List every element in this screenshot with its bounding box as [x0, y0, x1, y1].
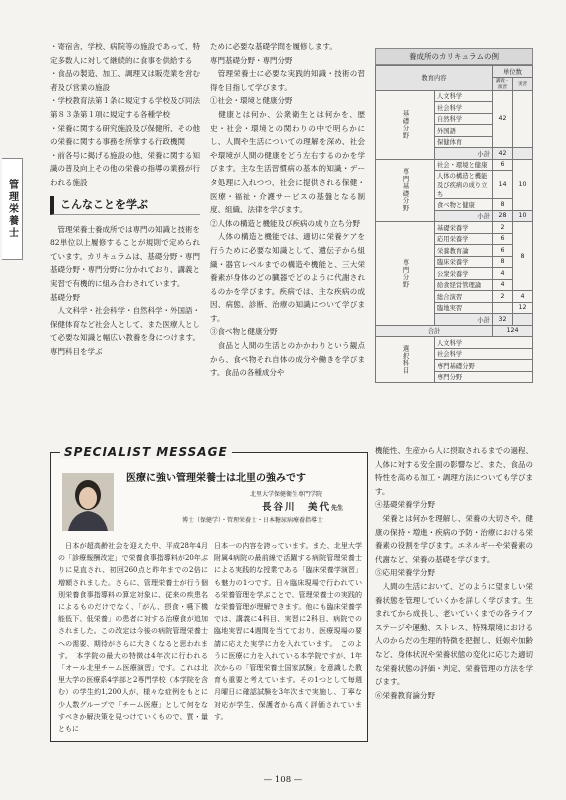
table-row: 栄養教育論	[435, 245, 493, 257]
table-row: 外国語	[435, 125, 493, 137]
cell-lecture: 42	[493, 90, 513, 148]
category-cell: 基礎分野	[376, 90, 435, 159]
subheading: ④基礎栄養学分野	[375, 500, 435, 510]
cell-practice	[513, 90, 533, 148]
subtotal-practice	[513, 314, 533, 326]
cell-lecture: 4	[493, 279, 513, 291]
subheading: ⑥栄養教育論分野	[375, 690, 435, 700]
table-row: 基礎栄養学	[435, 222, 493, 234]
header-practice: 実習	[513, 77, 533, 90]
paragraph: 健康とは何か、公衆衛生とは何かを、歴史・社会・環境との関わりの中で明らかにし、人間や生活についての理解を深め、社会や環境が人間の健康をどう左右するのかを学びます。主な生活習慣病の基本的知識・データ処理に入れつつ、社会に提供される保健・医療・福祉・介護サービスの基盤となる制度、組織、法律を学びます。	[210, 109, 365, 215]
cell-lecture: 14	[493, 171, 513, 199]
curriculum-table	[375, 65, 533, 383]
subtotal-label: 小計	[435, 148, 493, 160]
table-row: 給食経営管理論	[435, 279, 493, 291]
paragraph: ・学校教育法第１条に規定する学校及び同法第８３条第１項に規定する各種学校	[50, 96, 200, 119]
specialist-text-column-2: 日本一の内容を誇っています。また、北里大学附属4病院の最前線で活躍する病院管理栄養士による実践的な授業である「臨床栄養学演習」も魅力の1つです。日々臨床現場で行われている栄養管理を学ぶことで、管理栄養士の実践的な栄養管理が理解できます。他にも臨床栄養学では、講義に4科目、実習に2科目、病院での臨地実習に4週間を当てており、医療現場の要請に応えた実学に力を入れています。 このように医療に力を入れている本学院ですが、1年次からの「管理栄養士国家試験」を意識した教育も重要と考えています。その1つとして毎週月曜日に確認試験を3年次まで実施し、丁寧な対応が学生、保護者から高く評価されています。	[214, 542, 362, 721]
specialist-text-column-1: 日本が超高齢社会を迎えた中、平成28年4月の「診療報酬改定」で栄養食事指導料が20年ぶりに見直され、初回260点と昨年までの2倍に増額されました。さらに、管理栄養士が行う個別栄養食事指導料の算定対象に、従来の疾患名によるものだけでなく、「がん、摂食・嚥下機能低下、低栄養」の患者に対する治療食が追加されました。この改定は今後の病院管理栄養士への需要、期待がさらに大きくなると思われます。 本学院の最大の特徴は4年次に行われる「オール北里チーム医療演習」です。これは北里大学の医療系4学部と2専門学校（本学院を含む）の学生約1,200人が、様々な症例をもとに少人数グループで「チーム医療」として何をなすべきか解決策を見つけていくもので、質・量ともに	[58, 542, 208, 734]
paragraph: 管理栄養士養成所では専門の知識と技術を82単位以上履修することが規則で定められています。カリキュラムは、基礎分野・専門基礎分野・専門分野に分かれており、講義と実習で有機的に組み合わされています。	[50, 224, 200, 288]
paragraph: 食品と人間の生活とのかかわりという観点から、食べ物それ自体の成分や働きを学びます。食品の各種成分や	[210, 341, 365, 378]
subtotal-practice	[513, 148, 533, 160]
cell-lecture: 4	[493, 268, 513, 280]
subheading: 専門基礎分野・専門分野	[210, 55, 293, 65]
cell-practice: 8	[513, 222, 533, 291]
paragraph: 管理栄養士に必要な実践的知識・技術の習得を目指して学びます。	[210, 69, 365, 92]
table-row: 専門基礎分野	[435, 360, 533, 372]
curriculum-table-box	[375, 48, 533, 383]
table-row: 臨床栄養学	[435, 256, 493, 268]
header-units: 単位数	[493, 66, 533, 78]
cell-lecture: 6	[493, 233, 513, 245]
subtotal-label: 小計	[435, 314, 493, 326]
paragraph: ・栄養に関する研究施設及び保健所、その他の栄養に関する事務を所掌する行政機関	[50, 123, 200, 147]
subtotal-practice: 10	[513, 210, 533, 222]
subheading: ③食べ物と健康分野	[210, 327, 278, 337]
table-row: 社会科学	[435, 348, 533, 360]
cell-lecture: 6	[493, 159, 513, 171]
subheading: 基礎分野	[50, 292, 80, 302]
header-content: 教育内容	[376, 66, 493, 91]
paragraph: ・前各号に掲げる施設の他、栄養に関する知識の普及向上その他の栄養の指導の業務が行われる施設	[50, 150, 200, 187]
paragraph: ために必要な基礎学問を履修します。	[210, 42, 337, 51]
section-heading: こんなことを学ぶ	[50, 196, 200, 215]
table-row: 自然科学	[435, 113, 493, 125]
table-row: 保健体育	[435, 136, 493, 148]
specialist-name	[262, 499, 343, 513]
subtotal-lecture: 32	[493, 314, 513, 326]
total-label: 合計	[376, 325, 493, 337]
table-row: 応用栄養学	[435, 233, 493, 245]
subtotal-lecture: 42	[493, 148, 513, 160]
specialist-name-suffix: 先生	[331, 505, 344, 512]
table-row: 公衆栄養学	[435, 268, 493, 280]
page-number: — 108 —	[263, 775, 303, 785]
table-row: 社会科学	[435, 102, 493, 114]
table-row: 総合演習	[435, 291, 493, 303]
subtotal-label: 小計	[435, 210, 493, 222]
cell-lecture: 2	[493, 291, 513, 303]
specialist-affiliation: 北里大学保健衛生専門学院	[250, 491, 323, 498]
total-value: 124	[493, 325, 533, 337]
subheading: ⑤応用栄養学分野	[375, 568, 435, 578]
paragraph: ・寄宿舎、学校、病院等の施設であって、特定多数人に対して継続的に食事を供給する	[50, 42, 200, 65]
cell-practice: 12	[513, 302, 533, 314]
subheading: ①社会・環境と健康分野	[210, 96, 293, 106]
table-row: 専門分野	[435, 371, 533, 383]
specialist-title: 医療に強い管理栄養士は北里の強みです	[126, 473, 306, 484]
table-row: 人体の構造と機能及び疾病の成り立ち	[435, 171, 493, 199]
paragraph: 人体の構造と機能では、適切に栄養ケアを行うために必要な知識として、遺伝子から組織・器官レベルまでの構造や機能と、三大栄養素が身体のどの臓器でどのように代謝されるのかを学びます。疾病では、主な疾病の成因、病態、診断、治療の知識について学びます。	[210, 232, 365, 323]
specialist-name-text: 長谷川 美代	[262, 502, 332, 513]
subtotal-lecture: 28	[493, 210, 513, 222]
body-column-1	[50, 40, 200, 442]
curriculum-title: 養成所のカリキュラムの例	[375, 48, 533, 65]
table-row: 食べ物と健康	[435, 199, 493, 211]
paragraph: 人間の生活において、どのように望ましい栄養状態を管理していくかを詳しく学びます。生まれてから成長し、老いていくまでの各ライフステージや運動、ストレス、特殊環境における人のからだの生理的特徴を把握し、妊娠や加齢など、身体状況や栄養状態の変化に応じた適切な栄養状態の評価・判定、栄養管理の方法を学びます。	[375, 581, 533, 687]
table-row: 社会・環境と健康	[435, 159, 493, 171]
paragraph: 人文科学・社会科学・自然科学・外国語・保健体育など社会人として、また医療人として必要な知識と幅広い教養を身につけます。専門科目を学ぶ	[50, 306, 200, 356]
table-row: 臨地実習	[435, 302, 493, 314]
cell-practice: 4	[513, 291, 533, 303]
body-column-2	[210, 40, 365, 442]
specialist-credentials: 博士（保健学）・管理栄養士・日本糖尿病療養指導士	[182, 517, 324, 524]
header-lecture: 講義・演習	[493, 77, 513, 90]
cell-lecture: 6	[493, 245, 513, 257]
specialist-banner: SPECIALIST MESSAGE	[60, 445, 232, 459]
paragraph: 栄養とは何かを理解し、栄養の大切さや、健康の保持・増進・疾病の予防・治療における栄養素の役割を学びます。エネルギーや栄養素の代謝など、栄養の基礎を学びます。	[375, 513, 533, 564]
table-row: 人文科学	[435, 337, 533, 349]
category-cell: 専門分野	[376, 222, 435, 326]
portrait-photo	[62, 473, 114, 531]
cell-lecture: 2	[493, 222, 513, 234]
section-side-tab: 管理栄養士	[2, 158, 23, 260]
cell-practice: 10	[513, 159, 533, 210]
table-row: 人文科学	[435, 90, 493, 102]
subheading: ②人体の構造と機能及び疾病の成り立ち分野	[210, 218, 360, 228]
cell-lecture: 8	[493, 256, 513, 268]
category-cell: 専門基礎分野	[376, 159, 435, 222]
cell-lecture	[493, 302, 513, 314]
category-cell: 選択科目	[376, 337, 435, 383]
paragraph: ・食品の製造、加工、調理又は販売業を営む者及び営業の施設	[50, 69, 200, 92]
body-column-3	[375, 444, 533, 702]
paragraph: 機能性、生産から人に摂取されるまでの過程、人体に対する安全面の影響など、また、食品の特性を高める加工・調理方法についても学びます。	[375, 446, 533, 496]
cell-lecture: 8	[493, 199, 513, 211]
